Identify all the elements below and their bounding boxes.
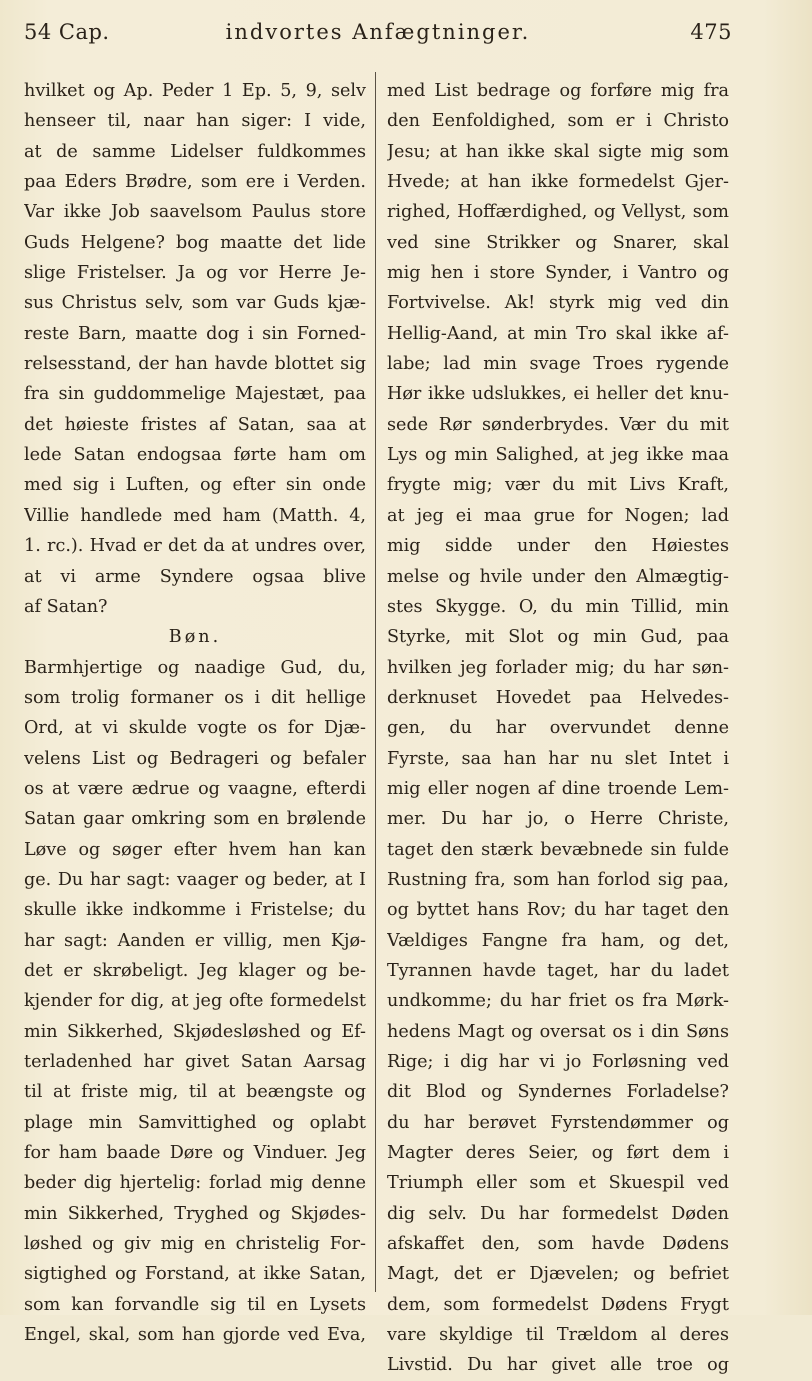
text-line: som kan forvandle sig til en Lysets: [24, 1294, 366, 1315]
text-line: relsesstand, der han havde blottet sig: [24, 354, 366, 375]
text-line: dem, som formedelst Dødens Frygt: [387, 1294, 729, 1315]
text-line: Vældiges Fangne fra ham, og det,: [387, 930, 729, 951]
text-line: undkomme; du har friet os fra Mørk-: [387, 991, 729, 1012]
text-line: velens List og Bedrageri og befaler: [24, 748, 366, 769]
text-line: at jeg ei maa grue for Nogen; lad: [387, 505, 729, 526]
text-line: Satan gaar omkring som en brølende: [24, 809, 366, 830]
text-line: afskaffet den, som havde Dødens: [387, 1234, 729, 1255]
text-line: Villie handlede med ham (Matth. 4,: [24, 505, 366, 526]
text-line: os at være ædrue og vaagne, efterdi: [24, 778, 366, 799]
chapter-reference: 54 Cap.: [24, 20, 110, 44]
text-line: Livstid. Du har givet alle troe og: [387, 1355, 729, 1376]
right-text-column: [387, 76, 729, 1381]
text-line: slige Fristelser. Ja og vor Herre Je-: [24, 263, 366, 284]
column-divider: [375, 72, 376, 1292]
page-number: 475: [690, 20, 732, 44]
text-line: vare skyldige til Trældom al deres: [387, 1325, 729, 1346]
text-line: sede Rør sønderbrydes. Vær du mit: [387, 414, 729, 435]
text-line: plage min Samvittighed og oplabt: [24, 1112, 366, 1133]
text-line: lede Satan endogsaa førte ham om: [24, 445, 366, 466]
text-line: Rustning fra, som han forlod sig paa,: [387, 869, 729, 890]
text-line: mig hen i store Synder, i Vantro og: [387, 263, 729, 284]
text-line: det høieste fristes af Satan, saa at: [24, 414, 366, 435]
text-line: Jesu; at han ikke skal sigte mig som: [387, 141, 729, 162]
text-line: ved sine Strikker og Snarer, skal: [387, 232, 729, 253]
text-line: Lys og min Salighed, at jeg ikke maa: [387, 445, 729, 466]
text-line: righed, Hoffærdighed, og Vellyst, som: [387, 202, 729, 223]
text-line: hvilket og Ap. Peder 1 Ep. 5, 9, selv: [24, 81, 366, 101]
text-line: mig eller nogen af dine troende Lem-: [387, 778, 729, 799]
text-line: det er skrøbeligt. Jeg klager og be-: [24, 960, 366, 981]
text-line: Rige; i dig har vi jo Forløsning ved: [387, 1052, 729, 1072]
text-line: henseer til, naar han siger: I vide,: [24, 111, 366, 132]
left-text-column: [24, 76, 366, 1350]
text-line: fra sin guddommelige Majestæt, paa: [24, 384, 366, 405]
text-line: Fortvivelse. Ak! styrk mig ved din: [387, 293, 729, 314]
text-line: 1. rc.). Hvad er det da at undres over,: [24, 536, 366, 557]
text-line: hvilken jeg forlader mig; du har søn-: [387, 657, 729, 678]
text-line: reste Barn, maatte dog i sin Forned-: [24, 323, 366, 344]
text-line: melse og hvile under den Almægtig-: [387, 566, 729, 587]
text-line: og byttet hans Rov; du har taget den: [387, 900, 729, 921]
text-line: stes Skygge. O, du min Tillid, min: [387, 596, 729, 617]
text-line: taget den stærk bevæbnede sin fulde: [387, 839, 729, 860]
text-line: terladenhed har givet Satan Aarsag: [24, 1052, 366, 1072]
text-line: labe; lad min svage Troes rygende: [387, 354, 729, 375]
text-line: derknuset Hovedet paa Helvedes-: [387, 687, 729, 708]
text-line: med List bedrage og forføre mig fra: [387, 81, 729, 101]
text-line: kjender for dig, at jeg ofte formedelst: [24, 991, 366, 1012]
text-line: Magter deres Seier, og ført dem i: [387, 1143, 729, 1164]
text-line: Guds Helgene? bog maatte det lide: [24, 232, 366, 253]
text-line: beder dig hjertelig: forlad mig denne: [24, 1173, 366, 1194]
text-line: Triumph eller som et Skuespil ved: [387, 1173, 729, 1194]
text-line: mig sidde under den Høiestes: [387, 536, 729, 557]
text-line: ge. Du har sagt: vaager og beder, at I: [24, 869, 366, 890]
running-header: [24, 20, 732, 52]
text-line: paa Eders Brødre, som ere i Verden.: [24, 172, 366, 193]
text-line: har sagt: Aanden er villig, men Kjø-: [24, 930, 366, 951]
text-line: af Satan?: [24, 596, 108, 617]
text-line: dit Blod og Syndernes Forladelse?: [387, 1082, 729, 1103]
text-line: du har berøvet Fyrstendømmer og: [387, 1112, 729, 1133]
text-line: den Eenfoldighed, som er i Christo: [387, 111, 729, 132]
section-heading: Bøn.: [168, 627, 222, 648]
text-line: Fyrste, saa han har nu slet Intet i: [387, 748, 729, 769]
text-line: frygte mig; vær du mit Livs Kraft,: [387, 475, 729, 496]
text-line: Barmhjertige og naadige Gud, du,: [24, 657, 366, 678]
text-line: sigtighed og Forstand, at ikke Satan,: [24, 1264, 366, 1285]
text-line: at vi arme Syndere ogsaa blive: [24, 566, 366, 587]
text-line: gen, du har overvundet denne: [387, 718, 729, 739]
text-line: Styrke, mit Slot og min Gud, paa: [387, 627, 729, 648]
text-line: Hellig-Aand, at min Tro skal ikke af-: [387, 323, 729, 344]
text-line: at de samme Lidelser fuldkommes: [24, 141, 366, 162]
text-line: Hør ikke udslukkes, ei heller det knu-: [387, 384, 729, 405]
text-line: hedens Magt og oversat os i din Søns: [387, 1021, 729, 1042]
text-line: mer. Du har jo, o Herre Christe,: [387, 809, 729, 830]
text-line: med sig i Luften, og efter sin onde: [24, 475, 366, 496]
text-line: Engel, skal, som han gjorde ved Eva,: [24, 1325, 366, 1346]
text-line: Løve og søger efter hvem han kan: [24, 839, 366, 860]
text-line: Ord, at vi skulde vogte os for Djæ-: [24, 718, 366, 739]
text-line: skulle ikke indkomme i Fristelse; du: [24, 900, 366, 921]
text-line: Hvede; at han ikke formedelst Gjer-: [387, 172, 729, 193]
text-line: som trolig formaner os i dit hellige: [24, 687, 366, 708]
text-line: Tyrannen havde taget, har du ladet: [387, 960, 729, 981]
text-line: sus Christus selv, som var Guds kjæ-: [24, 293, 366, 314]
text-line: min Sikkerhed, Skjødesløshed og Ef-: [24, 1021, 366, 1042]
text-line: dig selv. Du har formedelst Døden: [387, 1203, 729, 1224]
text-line: løshed og giv mig en christelig For-: [24, 1234, 366, 1255]
text-line: Var ikke Job saavelsom Paulus store: [24, 202, 366, 223]
text-line: min Sikkerhed, Tryghed og Skjødes-: [24, 1203, 366, 1224]
text-line: for ham baade Døre og Vinduer. Jeg: [24, 1143, 366, 1164]
text-line: Magt, det er Djævelen; og befriet: [387, 1264, 729, 1285]
running-title: indvortes Anfægtninger.: [225, 20, 531, 44]
text-line: til at friste mig, til at beængste og: [24, 1082, 366, 1103]
